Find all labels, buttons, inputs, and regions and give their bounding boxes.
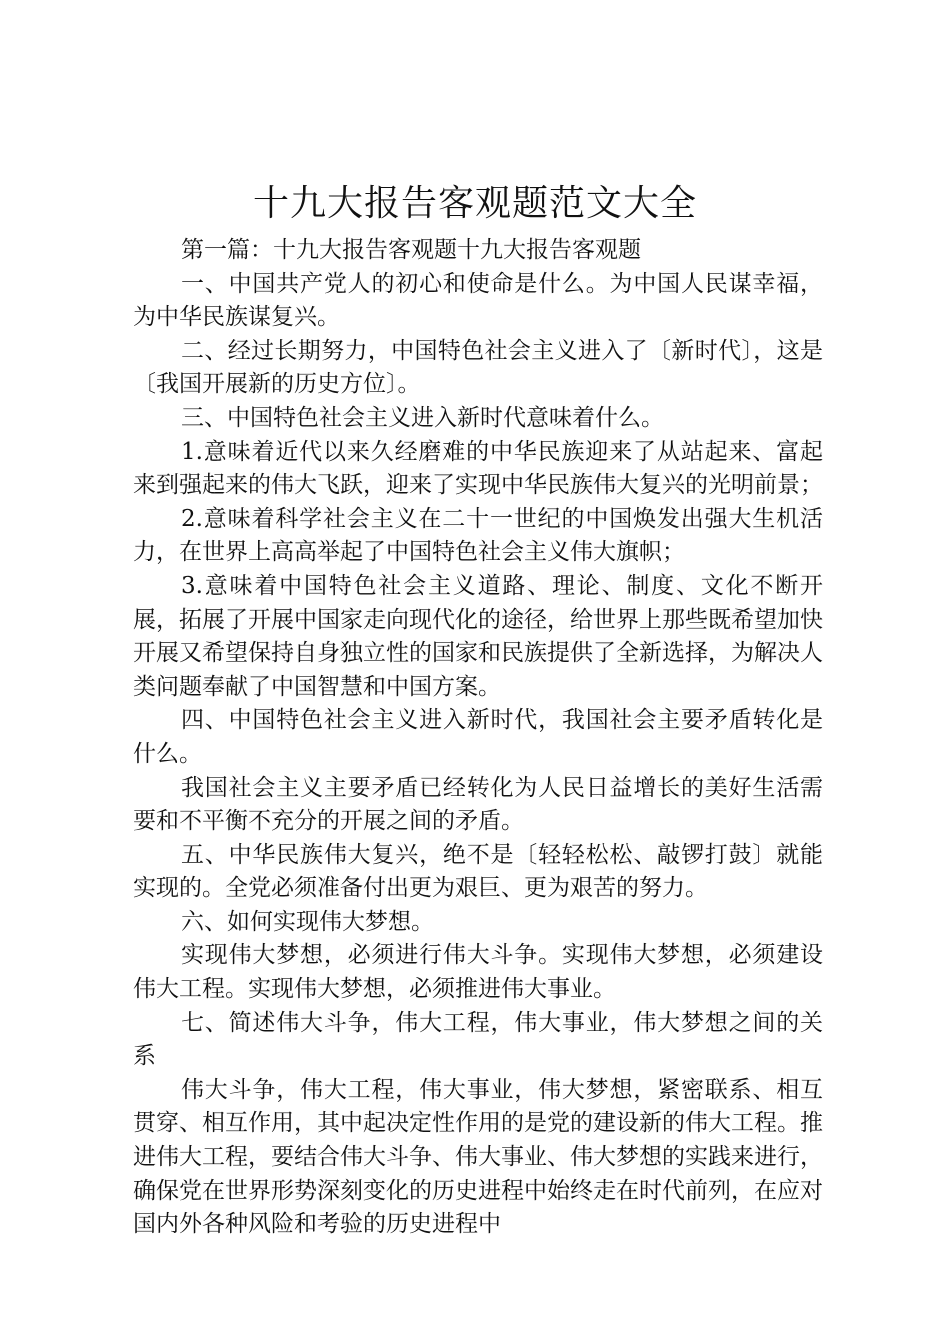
document-body [133,234,823,1242]
document-title: 十九大报告客观题范文大全 [252,183,697,224]
paragraph: 二、经过长期努力，中国特色社会主义进入了〔新时代〕，这是〔我国开展新的历史方位〕。 [133,337,823,398]
paragraph: 六、如何实现伟大梦想。 [181,908,434,935]
paragraph: 五、中华民族伟大复兴，绝不是〔轻轻松松、敲锣打鼓〕就能实现的。全党必须准备付出更为艰巨、更为艰苦的努力。 [133,841,823,902]
paragraph: 第一篇：十九大报告客观题十九大报告客观题 [181,237,641,263]
paragraph: 3.意味着中国特色社会主义道路、理论、制度、文化不断开展，拓展了开展中国家走向现代化的途径，给世界上那些既希望加快开展又希望保持自身独立性的国家和民族提供了全新选择，为解决人类问题奉献了中国智慧和中国方案。 [133,572,823,700]
paragraph: 伟大斗争，伟大工程，伟大事业，伟大梦想，紧密联系、相互贯穿、相互作用，其中起决定性作用的是党的建设新的伟大工程。推进伟大工程，要结合伟大斗争、伟大事业、伟大梦想的实践来进行，确保党在世界形势深刻变化的历史进程中始终走在时代前列，在应对国内外各种风险和考验的历史进程中 [133,1076,823,1238]
paragraph: 七、简述伟大斗争，伟大工程，伟大事业，伟大梦想之间的关系 [133,1009,823,1070]
paragraph: 三、中国特色社会主义进入新时代意味着什么。 [181,404,664,431]
paragraph: 1.意味着近代以来久经磨难的中华民族迎来了从站起来、富起来到强起来的伟大飞跃，迎来了实现中华民族伟大复兴的光明前景； [133,438,823,499]
paragraph: 四、中国特色社会主义进入新时代，我国社会主要矛盾转化是什么。 [133,707,823,767]
paragraph: 实现伟大梦想，必须进行伟大斗争。实现伟大梦想，必须建设伟大工程。实现伟大梦想，必须推进伟大事业。 [133,942,823,1003]
paragraph: 我国社会主义主要矛盾已经转化为人民日益增长的美好生活需要和不平衡不充分的开展之间的矛盾。 [133,774,823,835]
paragraph: 2.意味着科学社会主义在二十一世纪的中国焕发出强大生机活力，在世界上高高举起了中国特色社会主义伟大旗帜； [133,505,823,566]
paragraph: 一、中国共产党人的初心和使命是什么。为中国人民谋幸福，为中华民族谋复兴。 [133,270,823,331]
